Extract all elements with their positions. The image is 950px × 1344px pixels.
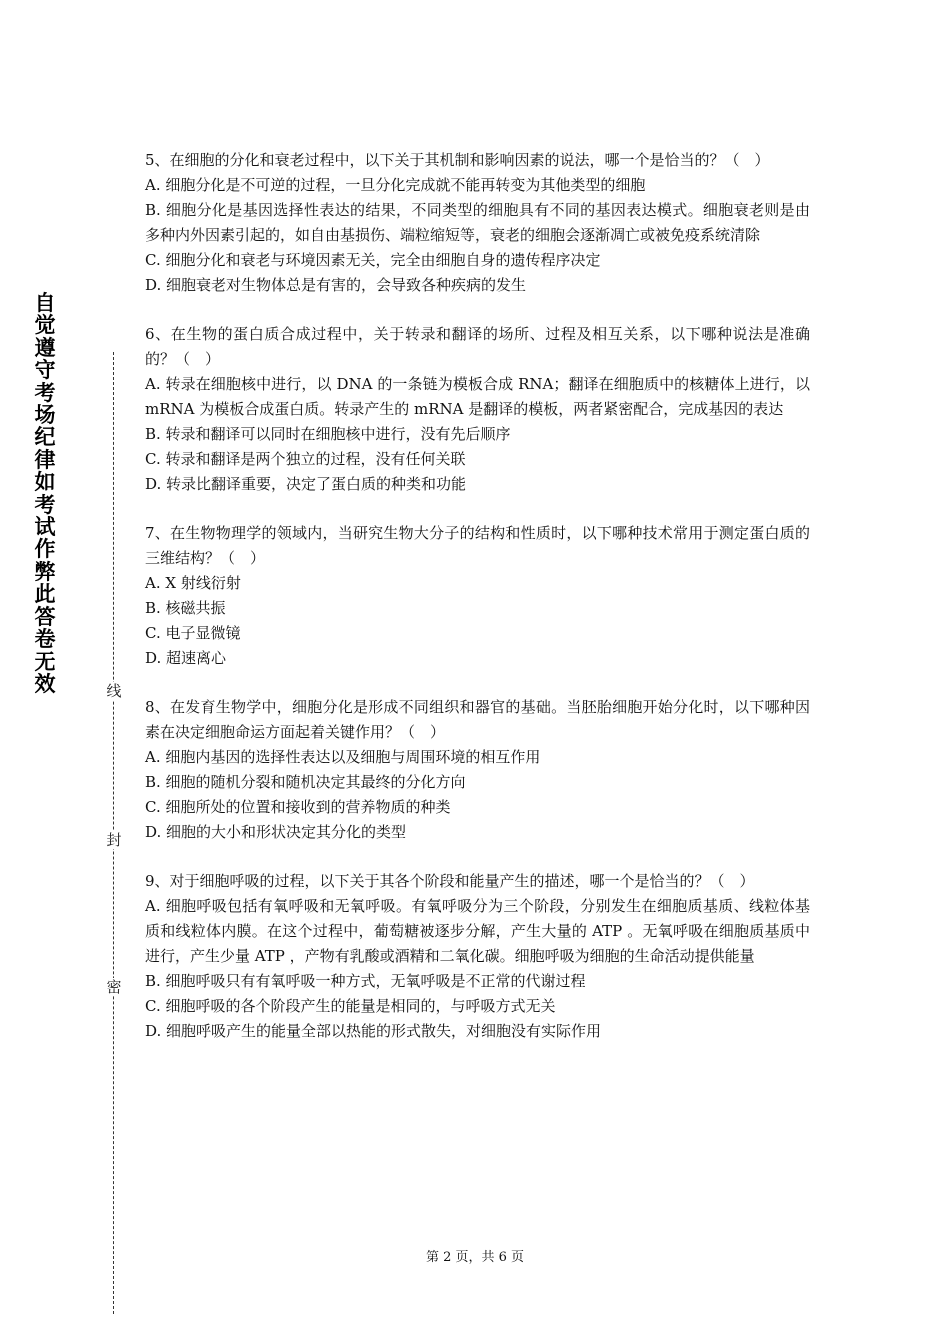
option-d: D. 超速离心 — [145, 649, 227, 667]
question-stem: 5、在细胞的分化和衰老过程中，以下关于其机制和影响因素的说法，哪一个是恰当的？（ ） — [145, 151, 770, 169]
side-warning-char: 纪 — [34, 425, 56, 450]
page-number: 第 2 页，共 6 页 — [425, 1250, 525, 1265]
question-stem: 7、在生物物理学的领域内，当研究生物大分子的结构和性质时，以下哪种技术常用于测定蛋白质的三维结构？（ ） — [145, 524, 810, 567]
side-warning-char: 考 — [34, 380, 56, 405]
question-stem: 9、对于细胞呼吸的过程，以下关于其各个阶段和能量产生的描述，哪一个是恰当的？（ ） — [145, 872, 755, 890]
option-c: C. 转录和翻译是两个独立的过程，没有任何关联 — [145, 450, 466, 468]
side-warning-char: 觉 — [34, 313, 56, 338]
question-5 — [145, 148, 810, 298]
option-b: B. 细胞分化是基因选择性表达的结果，不同类型的细胞具有不同的基因表达模式。细胞衰老则是由多种内外因素引起的，如自由基损伤、端粒缩短等，衰老的细胞会逐渐凋亡或被免疫系统清除 — [145, 201, 810, 244]
side-warning-char: 卷 — [34, 627, 56, 652]
side-warning-char: 作 — [34, 537, 56, 562]
option-a: A. 细胞分化是不可逆的过程，一旦分化完成就不能再转变为其他类型的细胞 — [145, 176, 646, 194]
option-b: B. 细胞呼吸只有有氧呼吸一种方式，无氧呼吸是不正常的代谢过程 — [145, 972, 586, 990]
binding-label-secret: 密 — [106, 978, 122, 996]
option-c: C. 细胞分化和衰老与环境因素无关，完全由细胞自身的遗传程序决定 — [145, 251, 601, 269]
side-warning-char: 无 — [34, 649, 56, 674]
side-warning-char: 如 — [34, 470, 56, 495]
option-d: D. 细胞的大小和形状决定其分化的类型 — [145, 823, 407, 841]
option-c: C. 电子显微镜 — [145, 624, 241, 642]
option-d: D. 细胞衰老对生物体总是有害的，会导致各种疾病的发生 — [145, 276, 527, 294]
question-stem: 6、在生物的蛋白质合成过程中，关于转录和翻译的场所、过程及相互关系，以下哪种说法是准确的？（ ） — [145, 325, 810, 368]
question-7 — [145, 521, 810, 671]
option-d: D. 转录比翻译重要，决定了蛋白质的种类和功能 — [145, 475, 467, 493]
option-c: C. 细胞所处的位置和接收到的营养物质的种类 — [145, 798, 451, 816]
question-6 — [145, 322, 810, 497]
side-warning-char: 守 — [34, 358, 56, 383]
side-warning-char: 效 — [34, 671, 56, 696]
option-a: A. 细胞呼吸包括有氧呼吸和无氧呼吸。有氧呼吸分为三个阶段，分别发生在细胞质基质、线粒体基质和线粒体内膜。在这个过程中，葡萄糖被逐步分解，产生大量的 ATP 。无氧呼吸在细胞质基质中进行，产生少量 ATP ，产物有乳酸或酒精和二氧化碳。细胞呼吸为细胞的生命活动提供能量 — [145, 897, 810, 965]
option-b: B. 转录和翻译可以同时在细胞核中进行，没有先后顺序 — [145, 425, 511, 443]
side-warning-char: 试 — [34, 515, 56, 540]
option-a: A. X 射线衍射 — [145, 574, 241, 592]
side-warning-char: 场 — [34, 403, 56, 428]
question-9 — [145, 869, 810, 1044]
question-list — [145, 148, 810, 1068]
side-warning-char: 自 — [34, 291, 56, 315]
option-a: A. 转录在细胞核中进行，以 DNA 的一条链为模板合成 RNA；翻译在细胞质中的核糖体上进行，以 mRNA 为模板合成蛋白质。转录产生的 mRNA 是翻译的模板，两者紧密配合，完成基因的表达 — [145, 375, 810, 418]
question-stem: 8、在发育生物学中，细胞分化是形成不同组织和器官的基础。当胚胎细胞开始分化时，以下哪种因素在决定细胞命运方面起着关键作用？（ ） — [145, 698, 810, 741]
option-b: B. 核磁共振 — [145, 599, 226, 617]
binding-label-line: 线 — [106, 682, 122, 700]
option-d: D. 细胞呼吸产生的能量全部以热能的形式散失，对细胞没有实际作用 — [145, 1022, 602, 1040]
side-warning-char: 答 — [34, 604, 56, 629]
option-a: A. 细胞内基因的选择性表达以及细胞与周围环境的相互作用 — [145, 748, 541, 766]
option-b: B. 细胞的随机分裂和随机决定其最终的分化方向 — [145, 773, 466, 791]
side-warning — [30, 292, 60, 695]
side-warning-char: 弊 — [34, 559, 56, 584]
binding-label-seal: 封 — [106, 831, 122, 849]
side-warning-char: 此 — [34, 582, 56, 607]
side-warning-char: 考 — [34, 492, 56, 517]
side-warning-char: 律 — [34, 447, 56, 472]
question-8 — [145, 695, 810, 845]
option-c: C. 细胞呼吸的各个阶段产生的能量是相同的，与呼吸方式无关 — [145, 997, 556, 1015]
side-warning-char: 遵 — [34, 335, 56, 360]
